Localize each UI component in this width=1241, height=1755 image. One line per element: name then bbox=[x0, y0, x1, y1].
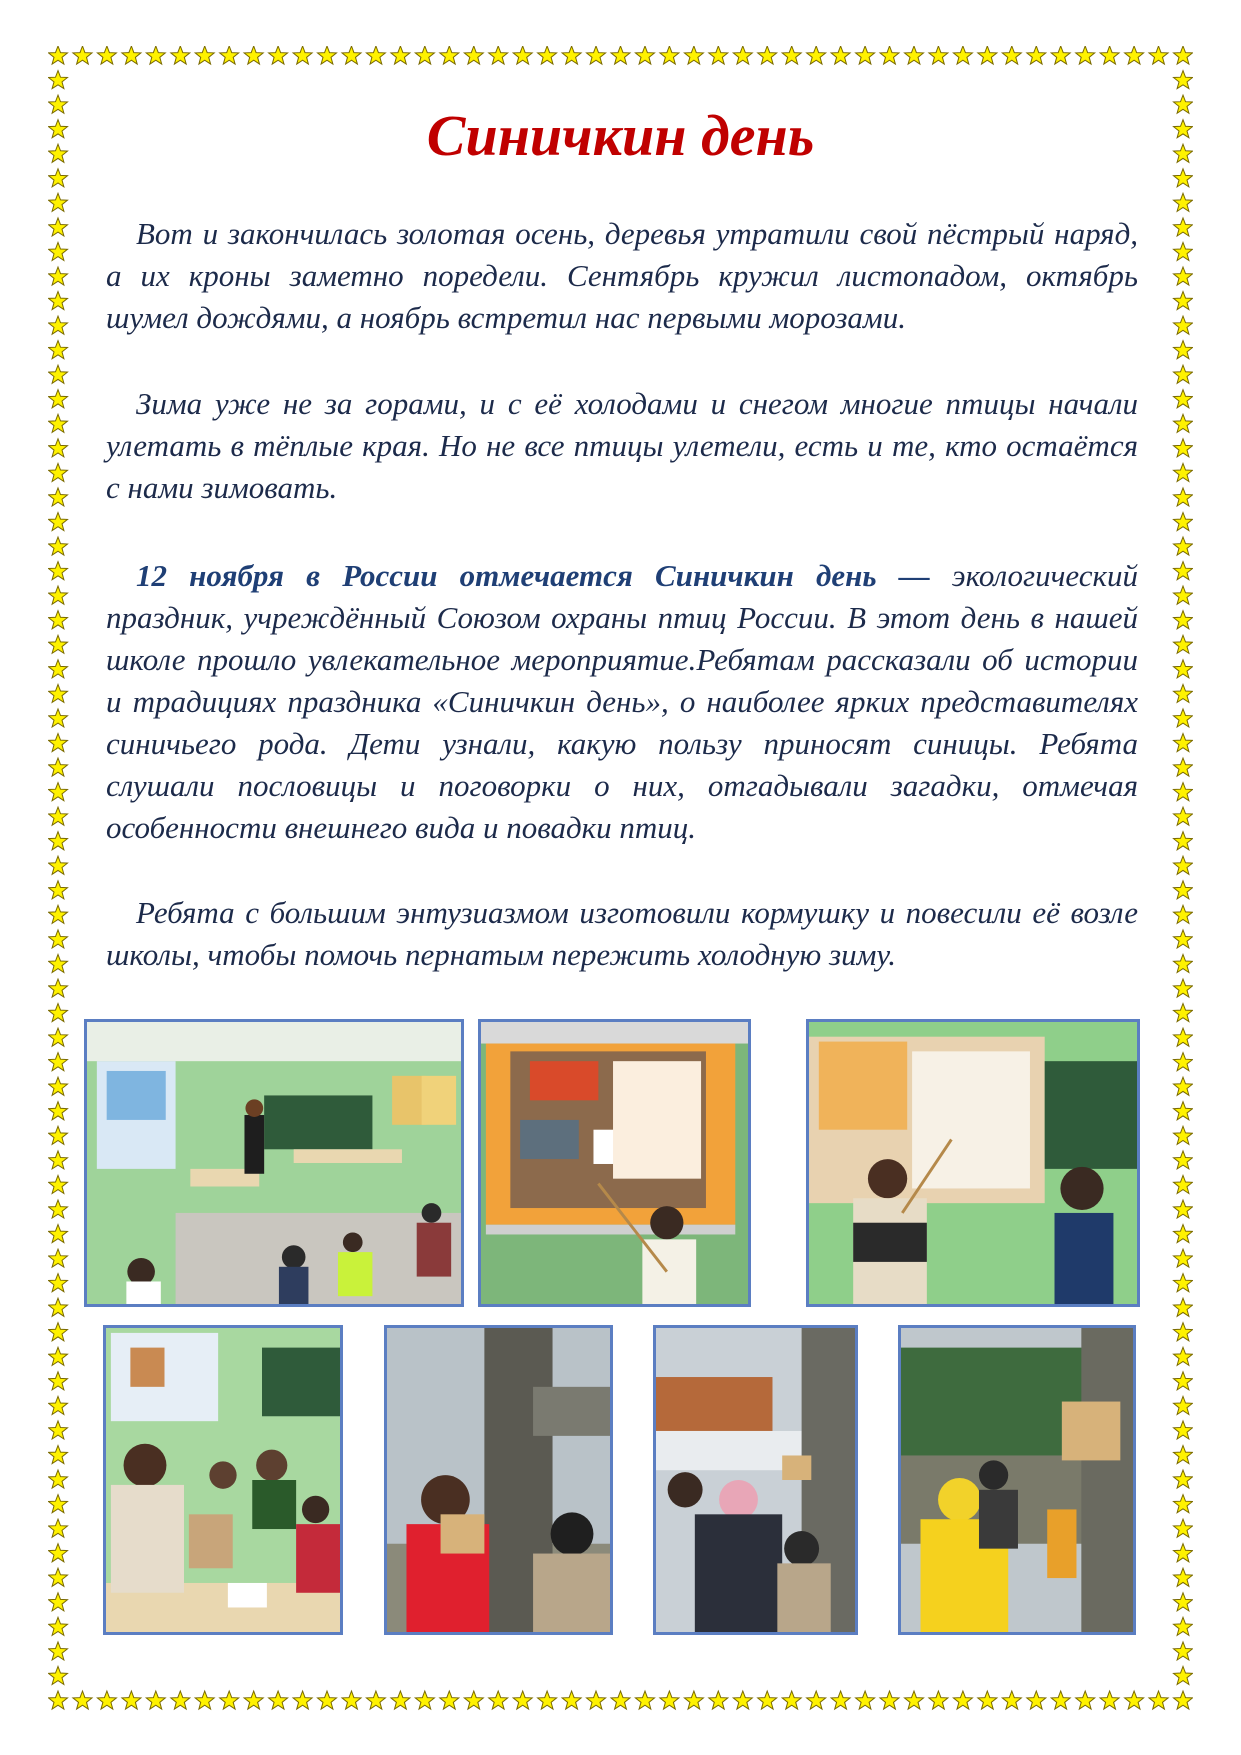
star-icon bbox=[1174, 1274, 1193, 1292]
star-icon bbox=[1174, 316, 1193, 334]
star-icon bbox=[1174, 783, 1193, 801]
star-icon bbox=[905, 1691, 924, 1709]
star-icon bbox=[49, 611, 68, 629]
star-icon bbox=[733, 46, 752, 64]
star-icon bbox=[49, 832, 68, 850]
star-icon bbox=[49, 414, 68, 432]
star-icon bbox=[49, 341, 68, 359]
star-icon bbox=[1174, 537, 1193, 555]
star-icon bbox=[440, 1691, 459, 1709]
star-icon bbox=[1174, 1495, 1193, 1513]
star-icon bbox=[1174, 1642, 1193, 1660]
star-icon bbox=[1174, 758, 1193, 776]
star-icon bbox=[1174, 1691, 1193, 1709]
star-icon bbox=[635, 46, 654, 64]
star-icon bbox=[49, 71, 68, 89]
star-icon bbox=[49, 1568, 68, 1586]
star-icon bbox=[49, 734, 68, 752]
star-icon bbox=[1174, 414, 1193, 432]
photo-making-feeder bbox=[103, 1325, 343, 1635]
star-icon bbox=[49, 463, 68, 481]
star-icon bbox=[1125, 1691, 1144, 1709]
star-icon bbox=[415, 46, 434, 64]
star-icon bbox=[513, 1691, 532, 1709]
star-icon bbox=[1174, 463, 1193, 481]
star-icon bbox=[929, 1691, 948, 1709]
star-icon bbox=[171, 1691, 190, 1709]
star-icon bbox=[1174, 292, 1193, 310]
star-icon bbox=[49, 1421, 68, 1439]
star-icon bbox=[1174, 1421, 1193, 1439]
star-icon bbox=[49, 1470, 68, 1488]
star-icon bbox=[1174, 905, 1193, 923]
star-icon bbox=[1174, 341, 1193, 359]
star-icon bbox=[978, 1691, 997, 1709]
star-icon bbox=[1174, 1666, 1193, 1684]
star-icon bbox=[1174, 71, 1193, 89]
star-icon bbox=[269, 1691, 288, 1709]
star-icon bbox=[49, 684, 68, 702]
star-icon bbox=[611, 46, 630, 64]
star-icon bbox=[49, 1372, 68, 1390]
star-icon bbox=[489, 46, 508, 64]
star-icon bbox=[684, 46, 703, 64]
star-icon bbox=[49, 1323, 68, 1341]
star-icon bbox=[1174, 930, 1193, 948]
star-icon bbox=[1174, 1151, 1193, 1169]
star-icon bbox=[1174, 1593, 1193, 1611]
star-icon bbox=[49, 954, 68, 972]
star-icon bbox=[49, 488, 68, 506]
star-icon bbox=[49, 1175, 68, 1193]
star-icon bbox=[342, 46, 361, 64]
highlight-date: 12 ноября в России отмечается Синичкин день — bbox=[136, 558, 930, 593]
photo-hanging-feeder-3 bbox=[898, 1325, 1136, 1635]
star-icon bbox=[1174, 1446, 1193, 1464]
star-icon bbox=[49, 242, 68, 260]
star-icon bbox=[293, 1691, 312, 1709]
star-icon bbox=[1174, 1200, 1193, 1218]
star-icon bbox=[758, 46, 777, 64]
paragraph-winter: Зима уже не за горами, и с её холодами и снегом многие птицы начали улетать в тёплые края. Но не все птицы улетели, есть и те, кто остаётся с нами зимовать. bbox=[106, 386, 1138, 505]
star-icon bbox=[146, 46, 165, 64]
star-icon bbox=[1174, 611, 1193, 629]
star-icon bbox=[1174, 1568, 1193, 1586]
star-icon bbox=[1174, 1396, 1193, 1414]
star-icon bbox=[538, 1691, 557, 1709]
star-icon bbox=[1174, 169, 1193, 187]
star-icon bbox=[1174, 267, 1193, 285]
star-icon bbox=[49, 1519, 68, 1537]
star-icon bbox=[49, 1593, 68, 1611]
star-icon bbox=[1174, 242, 1193, 260]
star-icon bbox=[195, 1691, 214, 1709]
paragraph-tit-day bbox=[106, 555, 1138, 849]
star-icon bbox=[220, 46, 239, 64]
star-icon bbox=[195, 46, 214, 64]
star-icon bbox=[1174, 390, 1193, 408]
star-icon bbox=[1027, 46, 1046, 64]
star-icon bbox=[49, 365, 68, 383]
star-icon bbox=[880, 1691, 899, 1709]
star-icon bbox=[1174, 881, 1193, 899]
star-icon bbox=[489, 1691, 508, 1709]
star-icon bbox=[782, 1691, 801, 1709]
star-icon bbox=[1174, 1617, 1193, 1635]
star-icon bbox=[318, 46, 337, 64]
star-icon bbox=[49, 709, 68, 727]
photo-students-at-board bbox=[806, 1019, 1140, 1307]
star-icon bbox=[49, 46, 68, 64]
star-icon bbox=[880, 46, 899, 64]
star-icon bbox=[122, 46, 141, 64]
star-icon bbox=[1174, 954, 1193, 972]
star-icon bbox=[1174, 1126, 1193, 1144]
paragraph-feeder: Ребята с большим энтузиазмом изготовили кормушку и повесили её возле школы, чтобы помочь пернатым пережить холодную зиму. bbox=[106, 895, 1138, 972]
star-icon bbox=[49, 807, 68, 825]
star-icon bbox=[366, 46, 385, 64]
star-icon bbox=[587, 1691, 606, 1709]
star-icon bbox=[709, 46, 728, 64]
star-icon bbox=[1174, 1249, 1193, 1267]
star-icon bbox=[1174, 635, 1193, 653]
star-icon bbox=[49, 1691, 68, 1709]
star-icon bbox=[513, 46, 532, 64]
star-icon bbox=[1174, 684, 1193, 702]
star-icon bbox=[415, 1691, 434, 1709]
star-icon bbox=[49, 1249, 68, 1267]
star-icon bbox=[1002, 1691, 1021, 1709]
star-icon bbox=[1174, 1077, 1193, 1095]
star-icon bbox=[464, 46, 483, 64]
star-icon bbox=[49, 930, 68, 948]
star-icon bbox=[49, 1617, 68, 1635]
star-icon bbox=[49, 1225, 68, 1243]
star-icon bbox=[1174, 1004, 1193, 1022]
star-icon bbox=[929, 46, 948, 64]
star-icon bbox=[782, 46, 801, 64]
star-icon bbox=[49, 316, 68, 334]
star-icon bbox=[49, 1298, 68, 1316]
star-icon bbox=[1174, 1323, 1193, 1341]
star-icon bbox=[49, 586, 68, 604]
star-icon bbox=[49, 905, 68, 923]
star-icon bbox=[1174, 709, 1193, 727]
star-icon bbox=[1174, 439, 1193, 457]
star-icon bbox=[807, 1691, 826, 1709]
star-icon bbox=[1027, 1691, 1046, 1709]
star-icon bbox=[660, 46, 679, 64]
star-icon bbox=[1174, 734, 1193, 752]
star-icon bbox=[146, 1691, 165, 1709]
star-icon bbox=[831, 1691, 850, 1709]
star-icon bbox=[73, 1691, 92, 1709]
star-icon bbox=[1002, 46, 1021, 64]
star-icon bbox=[1174, 586, 1193, 604]
star-icon bbox=[1174, 562, 1193, 580]
star-icon bbox=[97, 1691, 116, 1709]
star-icon bbox=[269, 46, 288, 64]
star-icon bbox=[1174, 832, 1193, 850]
star-icon bbox=[562, 1691, 581, 1709]
star-icon bbox=[1174, 1102, 1193, 1120]
star-icon bbox=[49, 1200, 68, 1218]
photo-hanging-feeder-1 bbox=[384, 1325, 613, 1635]
star-icon bbox=[587, 46, 606, 64]
star-icon bbox=[1174, 979, 1193, 997]
star-icon bbox=[342, 1691, 361, 1709]
photo-classroom-lesson bbox=[84, 1019, 464, 1307]
star-icon bbox=[684, 1691, 703, 1709]
star-icon bbox=[244, 46, 263, 64]
star-icon bbox=[97, 46, 116, 64]
star-icon bbox=[49, 562, 68, 580]
star-icon bbox=[1174, 193, 1193, 211]
star-icon bbox=[856, 46, 875, 64]
star-icon bbox=[1149, 46, 1168, 64]
paragraph-tit-day-text: экологический праздник, учреждённый Союзом охраны птиц России. В этот день в нашей школе прошло увлекательное мероприятие.Ребятам рассказали об истории и традициях праздника «Синичкин день», о наиболее ярких представителях синичьего рода. Дети узнали, какую пользу приносят синицы. Ребята слушали пословицы и поговорки о них, отгадывали загадки, отмечая особенности внешнего вида и повадки птиц. bbox=[106, 558, 1139, 845]
star-icon bbox=[293, 46, 312, 64]
star-icon bbox=[660, 1691, 679, 1709]
star-icon bbox=[1174, 513, 1193, 531]
star-icon bbox=[1174, 1298, 1193, 1316]
star-icon bbox=[49, 979, 68, 997]
star-icon bbox=[49, 1544, 68, 1562]
star-icon bbox=[49, 537, 68, 555]
star-icon bbox=[49, 1028, 68, 1046]
star-icon bbox=[49, 1446, 68, 1464]
star-icon bbox=[1051, 46, 1070, 64]
star-icon bbox=[49, 758, 68, 776]
star-icon bbox=[49, 1077, 68, 1095]
star-icon bbox=[464, 1691, 483, 1709]
photo-presentation-screen bbox=[478, 1019, 751, 1307]
star-icon bbox=[733, 1691, 752, 1709]
star-icon bbox=[49, 1347, 68, 1365]
star-icon bbox=[1174, 46, 1193, 64]
star-icon bbox=[440, 46, 459, 64]
star-icon bbox=[1174, 1028, 1193, 1046]
star-icon bbox=[1174, 856, 1193, 874]
star-icon bbox=[1174, 1347, 1193, 1365]
star-icon bbox=[831, 46, 850, 64]
star-icon bbox=[49, 513, 68, 531]
star-icon bbox=[49, 218, 68, 236]
star-icon bbox=[1125, 46, 1144, 64]
star-icon bbox=[391, 46, 410, 64]
star-icon bbox=[49, 267, 68, 285]
star-icon bbox=[1174, 1175, 1193, 1193]
star-icon bbox=[49, 193, 68, 211]
star-icon bbox=[49, 1274, 68, 1292]
star-icon bbox=[49, 660, 68, 678]
star-icon bbox=[49, 169, 68, 187]
star-icon bbox=[1100, 1691, 1119, 1709]
star-icon bbox=[1174, 365, 1193, 383]
star-icon bbox=[122, 1691, 141, 1709]
star-icon bbox=[171, 46, 190, 64]
star-icon bbox=[1174, 807, 1193, 825]
star-icon bbox=[244, 1691, 263, 1709]
star-icon bbox=[807, 46, 826, 64]
star-icon bbox=[391, 1691, 410, 1709]
star-icon bbox=[1174, 1470, 1193, 1488]
star-icon bbox=[1174, 1544, 1193, 1562]
star-icon bbox=[1076, 1691, 1095, 1709]
star-icon bbox=[49, 1004, 68, 1022]
star-icon bbox=[49, 635, 68, 653]
star-icon bbox=[562, 46, 581, 64]
star-icon bbox=[49, 292, 68, 310]
star-icon bbox=[953, 46, 972, 64]
star-icon bbox=[709, 1691, 728, 1709]
star-icon bbox=[1174, 1372, 1193, 1390]
star-icon bbox=[1174, 660, 1193, 678]
star-icon bbox=[611, 1691, 630, 1709]
star-icon bbox=[1174, 1225, 1193, 1243]
star-icon bbox=[49, 1126, 68, 1144]
star-icon bbox=[1149, 1691, 1168, 1709]
star-icon bbox=[49, 856, 68, 874]
star-icon bbox=[538, 46, 557, 64]
star-icon bbox=[1174, 1053, 1193, 1071]
star-icon bbox=[758, 1691, 777, 1709]
star-icon bbox=[366, 1691, 385, 1709]
star-icon bbox=[1100, 46, 1119, 64]
paragraph-autumn: Вот и закончилась золотая осень, деревья утратили свой пёстрый наряд, а их кроны заметно поредели. Сентябрь кружил листопадом, октябрь шумел дождями, а ноябрь встретил нас первыми морозами. bbox=[106, 216, 1138, 335]
page-title: Синичкин день bbox=[426, 103, 815, 168]
star-icon bbox=[978, 46, 997, 64]
star-icon bbox=[49, 1151, 68, 1169]
star-icon bbox=[49, 1666, 68, 1684]
star-icon bbox=[635, 1691, 654, 1709]
star-icon bbox=[49, 881, 68, 899]
star-icon bbox=[856, 1691, 875, 1709]
star-icon bbox=[1051, 1691, 1070, 1709]
star-icon bbox=[49, 390, 68, 408]
star-icon bbox=[49, 1053, 68, 1071]
star-icon bbox=[49, 783, 68, 801]
star-icon bbox=[1174, 1519, 1193, 1537]
star-icon bbox=[318, 1691, 337, 1709]
star-icon bbox=[1174, 488, 1193, 506]
star-icon bbox=[1174, 218, 1193, 236]
star-icon bbox=[49, 1102, 68, 1120]
star-icon bbox=[49, 439, 68, 457]
star-icon bbox=[953, 1691, 972, 1709]
star-icon bbox=[49, 1642, 68, 1660]
star-icon bbox=[1076, 46, 1095, 64]
star-icon bbox=[220, 1691, 239, 1709]
star-icon bbox=[49, 1396, 68, 1414]
star-icon bbox=[73, 46, 92, 64]
star-icon bbox=[49, 1495, 68, 1513]
photo-hanging-feeder-2 bbox=[653, 1325, 858, 1635]
star-icon bbox=[905, 46, 924, 64]
